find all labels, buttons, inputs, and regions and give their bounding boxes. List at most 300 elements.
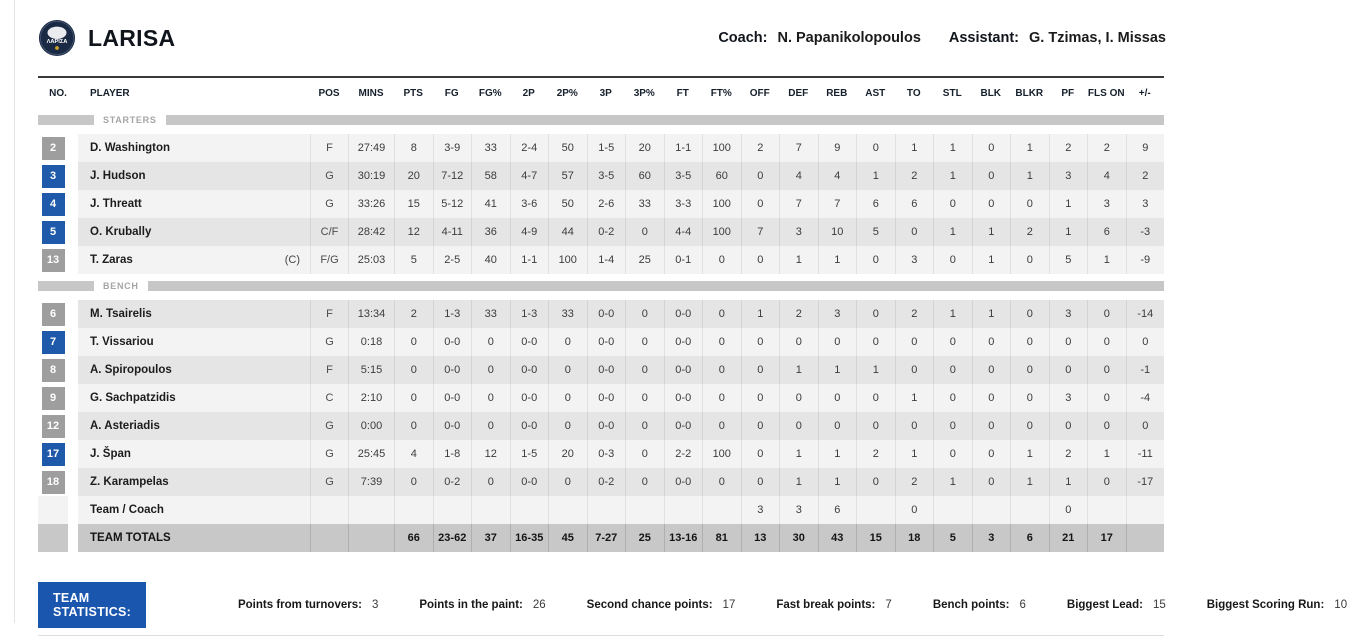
stat-cell: 4-7 (510, 162, 549, 190)
minutes-cell: 30:19 (348, 162, 394, 190)
player-number-cell (38, 328, 78, 356)
stat-cell: 5 (1049, 246, 1088, 274)
team-stat-item (776, 599, 891, 611)
stat-cell (856, 496, 895, 524)
stat-cell: 0 (895, 496, 934, 524)
stat-cell: 23-62 (433, 524, 472, 552)
stat-cell: 0-0 (664, 356, 703, 384)
stat-cell: 0 (856, 468, 895, 496)
player-number-cell (38, 412, 78, 440)
position-cell: F (310, 134, 348, 162)
stat-cell: 0 (625, 300, 664, 328)
stat-cell: 1 (818, 468, 857, 496)
stat-cell: 0 (741, 246, 780, 274)
player-name: T. Vissariou (90, 336, 154, 348)
stat-cell: 40 (471, 246, 510, 274)
stat-cell: 7-27 (587, 524, 626, 552)
stat-cell: -1 (1126, 356, 1165, 384)
stat-cell: 4 (818, 162, 857, 190)
position-cell: F/G (310, 246, 348, 274)
stat-cell: 41 (471, 190, 510, 218)
stat-cell: 7 (741, 218, 780, 246)
player-name: J. Hudson (90, 170, 146, 182)
stat-cell: 0-2 (587, 218, 626, 246)
player-number-badge: 9 (42, 387, 65, 410)
stat-cell: 0-2 (433, 468, 472, 496)
stat-cell: 0-0 (664, 468, 703, 496)
stat-cell: 3 (779, 496, 818, 524)
stat-cell: 21 (1049, 524, 1088, 552)
stat-cell: 7 (779, 134, 818, 162)
stat-cell: 0 (625, 412, 664, 440)
stat-cell: 6 (818, 496, 857, 524)
position-cell: G (310, 412, 348, 440)
minutes-cell: 33:26 (348, 190, 394, 218)
stat-cell (702, 496, 741, 524)
stat-cell: 0 (895, 218, 934, 246)
stat-cell: 13 (741, 524, 780, 552)
player-name: T. Zaras (90, 254, 133, 266)
stat-cell: 3 (1049, 384, 1088, 412)
stat-cell: 3 (1049, 162, 1088, 190)
stat-cell: 3-6 (510, 190, 549, 218)
stat-cell: 1-3 (510, 300, 549, 328)
stat-cell: 0 (471, 412, 510, 440)
stat-cell: 0 (818, 384, 857, 412)
stat-cell: 1 (1010, 468, 1049, 496)
column-header-player: PLAYER (90, 87, 130, 99)
team-stat-value: 17 (722, 599, 736, 611)
team-statistics-button[interactable]: TEAM STATISTICS: (38, 582, 146, 628)
column-header-stat: STL (942, 87, 962, 99)
stat-cell: 0 (1049, 356, 1088, 384)
stat-cell: 3 (818, 300, 857, 328)
stat-cell: 2 (741, 134, 780, 162)
stat-cell: 58 (471, 162, 510, 190)
team-name: LARISA (88, 24, 176, 51)
stat-cell: 2-5 (433, 246, 472, 274)
team-stat-value: 3 (371, 599, 379, 611)
stat-cell: 1 (856, 356, 895, 384)
stat-cell: 0 (856, 134, 895, 162)
stat-cell: 0 (818, 328, 857, 356)
stat-cell: 7 (779, 190, 818, 218)
stat-cell: 0 (625, 218, 664, 246)
table-header-row (38, 78, 1164, 108)
stat-cell: 0-0 (510, 328, 549, 356)
stat-cell: 5 (856, 218, 895, 246)
stat-cell: 0 (1126, 328, 1165, 356)
stat-cell: 0 (625, 384, 664, 412)
stat-cell: 2 (895, 162, 934, 190)
coach-name: N. Papanikolopoulos (777, 30, 921, 46)
team-statistics-section (38, 582, 1347, 636)
player-name: O. Krubally (90, 226, 152, 238)
stat-cell: 0 (933, 440, 972, 468)
player-name: D. Washington (90, 142, 171, 154)
stat-cell: 0-0 (510, 468, 549, 496)
stat-cell: 0 (394, 356, 433, 384)
player-number-cell (38, 440, 78, 468)
stat-cell: 1 (1087, 246, 1126, 274)
player-number-badge: 17 (42, 443, 65, 466)
stat-cell: 0 (972, 328, 1011, 356)
player-row (38, 384, 1164, 412)
column-header-stat: 2P% (556, 87, 578, 99)
minutes-cell: 28:42 (348, 218, 394, 246)
stat-cell: 0 (972, 384, 1011, 412)
stat-cell: 60 (702, 162, 741, 190)
stat-cell: -9 (1126, 246, 1165, 274)
stat-cell: 0 (471, 328, 510, 356)
stat-cell: 2 (1049, 134, 1088, 162)
minutes-cell: 0:18 (348, 328, 394, 356)
stat-cell: 25 (625, 246, 664, 274)
stat-cell: 3 (1087, 190, 1126, 218)
stat-cell: 1-3 (433, 300, 472, 328)
coaching-staff (718, 30, 1166, 46)
stat-cell: 2-2 (664, 440, 703, 468)
minutes-cell: 7:39 (348, 468, 394, 496)
position-cell: C (310, 384, 348, 412)
stat-cell: 0-1 (664, 246, 703, 274)
player-row (38, 328, 1164, 356)
stat-cell: 13-16 (664, 524, 703, 552)
coach-label: Coach: (718, 30, 768, 46)
stat-cell: 0 (741, 190, 780, 218)
player-number-cell (38, 300, 78, 328)
column-header-stat: FT (676, 87, 689, 99)
stat-cell: 43 (818, 524, 857, 552)
stat-cell: 2-4 (510, 134, 549, 162)
player-row (38, 134, 1164, 162)
player-name-cell (78, 218, 310, 246)
stat-cell: 33 (548, 300, 587, 328)
team-stat-label: Points from turnovers: (237, 599, 362, 611)
stat-cell: 0 (702, 328, 741, 356)
stat-cell: 44 (548, 218, 587, 246)
stat-cell: 5-12 (433, 190, 472, 218)
stat-cell: 0 (779, 412, 818, 440)
section-label: STARTERS (103, 115, 157, 125)
team-coach-row (38, 496, 1164, 524)
stat-cell (1126, 496, 1165, 524)
stat-cell: 0-0 (587, 356, 626, 384)
column-header-stat: DEF (788, 87, 809, 99)
stat-cell: 1 (933, 218, 972, 246)
stat-cell: 0 (394, 384, 433, 412)
stat-cell: 1 (1049, 468, 1088, 496)
player-number-badge: 18 (42, 471, 65, 494)
stat-cell: 12 (471, 440, 510, 468)
stat-cell: 1 (741, 300, 780, 328)
team-stat-label: Biggest Lead: (1066, 599, 1143, 611)
stat-cell: 4 (779, 162, 818, 190)
player-number-cell (38, 356, 78, 384)
stat-cell: 0 (933, 190, 972, 218)
player-row (38, 218, 1164, 246)
stat-cell: 1 (1010, 134, 1049, 162)
stat-cell: 0 (548, 468, 587, 496)
stat-cell (1126, 524, 1165, 552)
stat-cell: 0 (741, 328, 780, 356)
stat-cell: 0 (741, 412, 780, 440)
stat-cell: 0 (856, 412, 895, 440)
stat-cell (548, 496, 587, 524)
player-row (38, 300, 1164, 328)
stat-cell: 6 (1010, 524, 1049, 552)
player-number-badge: 2 (42, 137, 65, 160)
stat-cell: 2 (1010, 218, 1049, 246)
team-stat-item (419, 599, 545, 611)
stat-cell: 0 (818, 412, 857, 440)
minutes-cell: 5:15 (348, 356, 394, 384)
stat-cell: 4-11 (433, 218, 472, 246)
stat-cell: 3-9 (433, 134, 472, 162)
player-number-cell (38, 246, 78, 274)
stat-cell: 0-0 (587, 328, 626, 356)
player-number-badge: 13 (42, 249, 65, 272)
box-score-table (38, 76, 1164, 552)
stat-cell: 3 (1049, 300, 1088, 328)
player-row (38, 162, 1164, 190)
stat-cell: 0 (895, 412, 934, 440)
column-header-stat: REB (826, 87, 848, 99)
stat-cell: 1 (1087, 440, 1126, 468)
stat-cell: 0 (702, 246, 741, 274)
stat-cell: 0 (933, 328, 972, 356)
stat-cell: 3 (895, 246, 934, 274)
column-header-stat: FLS ON (1087, 87, 1125, 99)
stat-cell: -4 (1126, 384, 1165, 412)
stat-cell: -17 (1126, 468, 1165, 496)
stat-cell: 0 (1049, 328, 1088, 356)
stat-cell: -14 (1126, 300, 1165, 328)
team-stat-item (238, 599, 378, 611)
column-header-mins: MINS (358, 87, 384, 99)
stat-cell: 4-4 (664, 218, 703, 246)
column-header-stat: FT% (710, 87, 732, 99)
stat-cell: 4-9 (510, 218, 549, 246)
stat-cell: 2-6 (587, 190, 626, 218)
position-cell: F (310, 356, 348, 384)
stat-cell: 100 (702, 134, 741, 162)
column-header-stat: FG (444, 87, 459, 99)
stat-cell: 1 (818, 356, 857, 384)
stat-cell: 33 (471, 300, 510, 328)
stat-cell: 3-3 (664, 190, 703, 218)
player-row (38, 190, 1164, 218)
stat-cell: 0 (779, 384, 818, 412)
stat-cell: 1 (779, 246, 818, 274)
player-name-cell (78, 384, 310, 412)
stat-cell: 1 (895, 134, 934, 162)
stat-cell: 0-0 (433, 384, 472, 412)
stat-cell: 0 (972, 162, 1011, 190)
column-header-pos: POS (318, 87, 340, 99)
minutes-cell: 25:03 (348, 246, 394, 274)
stat-cell: 0 (1010, 328, 1049, 356)
stat-cell: 0 (1087, 328, 1126, 356)
stat-cell (433, 496, 472, 524)
player-name: J. Špan (90, 448, 131, 460)
assistant-names: G. Tzimas, I. Missas (1029, 30, 1166, 46)
stat-cell: 1-1 (510, 246, 549, 274)
stat-cell: 0-0 (433, 412, 472, 440)
stat-cell: 45 (548, 524, 587, 552)
player-row (38, 468, 1164, 496)
team-stat-value: 7 (885, 599, 892, 611)
stat-cell: 4 (1087, 162, 1126, 190)
player-row (38, 412, 1164, 440)
player-number-badge: 5 (42, 221, 65, 244)
stat-cell: 0-0 (433, 328, 472, 356)
stat-cell: 20 (394, 162, 433, 190)
stat-cell: 5 (933, 524, 972, 552)
stat-cell: 1 (933, 162, 972, 190)
stat-cell (972, 496, 1011, 524)
stat-cell: 3 (1126, 190, 1165, 218)
team-totals-label: TEAM TOTALS (90, 532, 171, 544)
assistant-label: Assistant: (948, 30, 1019, 46)
stat-cell: 3-5 (664, 162, 703, 190)
stat-cell: 33 (625, 190, 664, 218)
player-name: A. Spiropoulos (90, 364, 172, 376)
stat-cell: 0 (972, 412, 1011, 440)
position-cell: G (310, 162, 348, 190)
minutes-cell: 0:00 (348, 412, 394, 440)
stat-cell: 6 (1087, 218, 1126, 246)
section-header-starters (38, 115, 1164, 125)
stat-cell: 2 (1126, 162, 1165, 190)
stat-cell: 0-0 (664, 384, 703, 412)
player-number-badge: 3 (42, 165, 65, 188)
stat-cell: 0 (1010, 384, 1049, 412)
stat-cell: 0 (741, 440, 780, 468)
stat-cell: 0-0 (664, 300, 703, 328)
stat-cell (625, 496, 664, 524)
player-name-cell (78, 190, 310, 218)
stat-cell (510, 496, 549, 524)
stat-cell: 9 (1126, 134, 1165, 162)
player-name-cell (78, 134, 310, 162)
stat-cell: 0 (895, 356, 934, 384)
column-header-stat: 3P% (633, 87, 655, 99)
player-name: G. Sachpatzidis (90, 392, 176, 404)
position-cell: C/F (310, 218, 348, 246)
stat-cell: 0 (1049, 412, 1088, 440)
stat-cell: 0 (741, 356, 780, 384)
stat-cell: 0 (856, 384, 895, 412)
stat-cell: 0 (625, 468, 664, 496)
player-name: J. Threatt (90, 198, 142, 210)
stat-cell: 0-3 (587, 440, 626, 468)
stat-cell: 1 (779, 468, 818, 496)
page-header (0, 0, 1192, 76)
player-name-cell (78, 356, 310, 384)
stat-cell: 9 (818, 134, 857, 162)
stat-cell: 0 (471, 356, 510, 384)
stat-cell: 0 (972, 134, 1011, 162)
stat-cell: 0 (702, 384, 741, 412)
stat-cell: 0 (1010, 412, 1049, 440)
stat-cell (471, 496, 510, 524)
stat-cell: 57 (548, 162, 587, 190)
stat-cell: 0 (741, 468, 780, 496)
stat-cell: 1 (1049, 190, 1088, 218)
stat-cell: 0 (548, 384, 587, 412)
stat-cell: 1 (933, 134, 972, 162)
stat-cell: 0 (548, 412, 587, 440)
stat-cell: 0 (1087, 412, 1126, 440)
stat-cell: 7 (818, 190, 857, 218)
minutes-cell: 13:34 (348, 300, 394, 328)
stat-cell: 4 (394, 440, 433, 468)
player-row (38, 246, 1164, 274)
stat-cell: 1-5 (587, 134, 626, 162)
stat-cell: 15 (394, 190, 433, 218)
stat-cell: 1 (972, 218, 1011, 246)
stat-cell: 0 (1126, 412, 1165, 440)
stat-cell: 0 (548, 328, 587, 356)
stat-cell: 1 (972, 246, 1011, 274)
stat-cell: 25 (625, 524, 664, 552)
player-name: Z. Karampelas (90, 476, 169, 488)
player-number-badge: 8 (42, 359, 65, 382)
stat-cell: 1 (1049, 218, 1088, 246)
team-stat-value: 15 (1152, 599, 1166, 611)
team-stat-value: 26 (532, 599, 546, 611)
column-header-stat: 3P (599, 87, 612, 99)
player-number-cell (38, 384, 78, 412)
stat-cell (664, 496, 703, 524)
stat-cell: 37 (471, 524, 510, 552)
stat-cell: -11 (1126, 440, 1165, 468)
stat-cell: 100 (702, 190, 741, 218)
stat-cell (394, 496, 433, 524)
stat-cell: 0 (702, 412, 741, 440)
stat-cell: 0 (972, 356, 1011, 384)
position-cell: F (310, 300, 348, 328)
stat-cell: 0 (933, 412, 972, 440)
stat-cell: 0-0 (510, 384, 549, 412)
stat-cell: 0 (933, 246, 972, 274)
stat-cell: 100 (548, 246, 587, 274)
section-label: BENCH (103, 281, 139, 291)
team-logo-icon (38, 19, 76, 57)
stat-cell: 81 (702, 524, 741, 552)
stat-cell: 0 (972, 440, 1011, 468)
minutes-cell: 27:49 (348, 134, 394, 162)
stat-cell: 20 (548, 440, 587, 468)
team-logo-text: ΛΑΡΙΣΑ (46, 39, 68, 46)
stat-cell: 1 (1010, 440, 1049, 468)
team-statistics-items (238, 599, 1347, 611)
stat-cell: 1-8 (433, 440, 472, 468)
stat-cell: 0 (702, 468, 741, 496)
player-row (38, 356, 1164, 384)
column-header-stat: PF (1061, 87, 1075, 99)
position-cell: G (310, 468, 348, 496)
player-number-badge: 7 (42, 331, 65, 354)
stat-cell: 0 (1010, 190, 1049, 218)
team-stat-label: Biggest Scoring Run: (1206, 599, 1325, 611)
stat-cell: 2 (856, 440, 895, 468)
stat-cell: 3 (741, 496, 780, 524)
stat-cell: 0-0 (433, 356, 472, 384)
player-number-cell (38, 134, 78, 162)
player-name: A. Asteriadis (90, 420, 160, 432)
